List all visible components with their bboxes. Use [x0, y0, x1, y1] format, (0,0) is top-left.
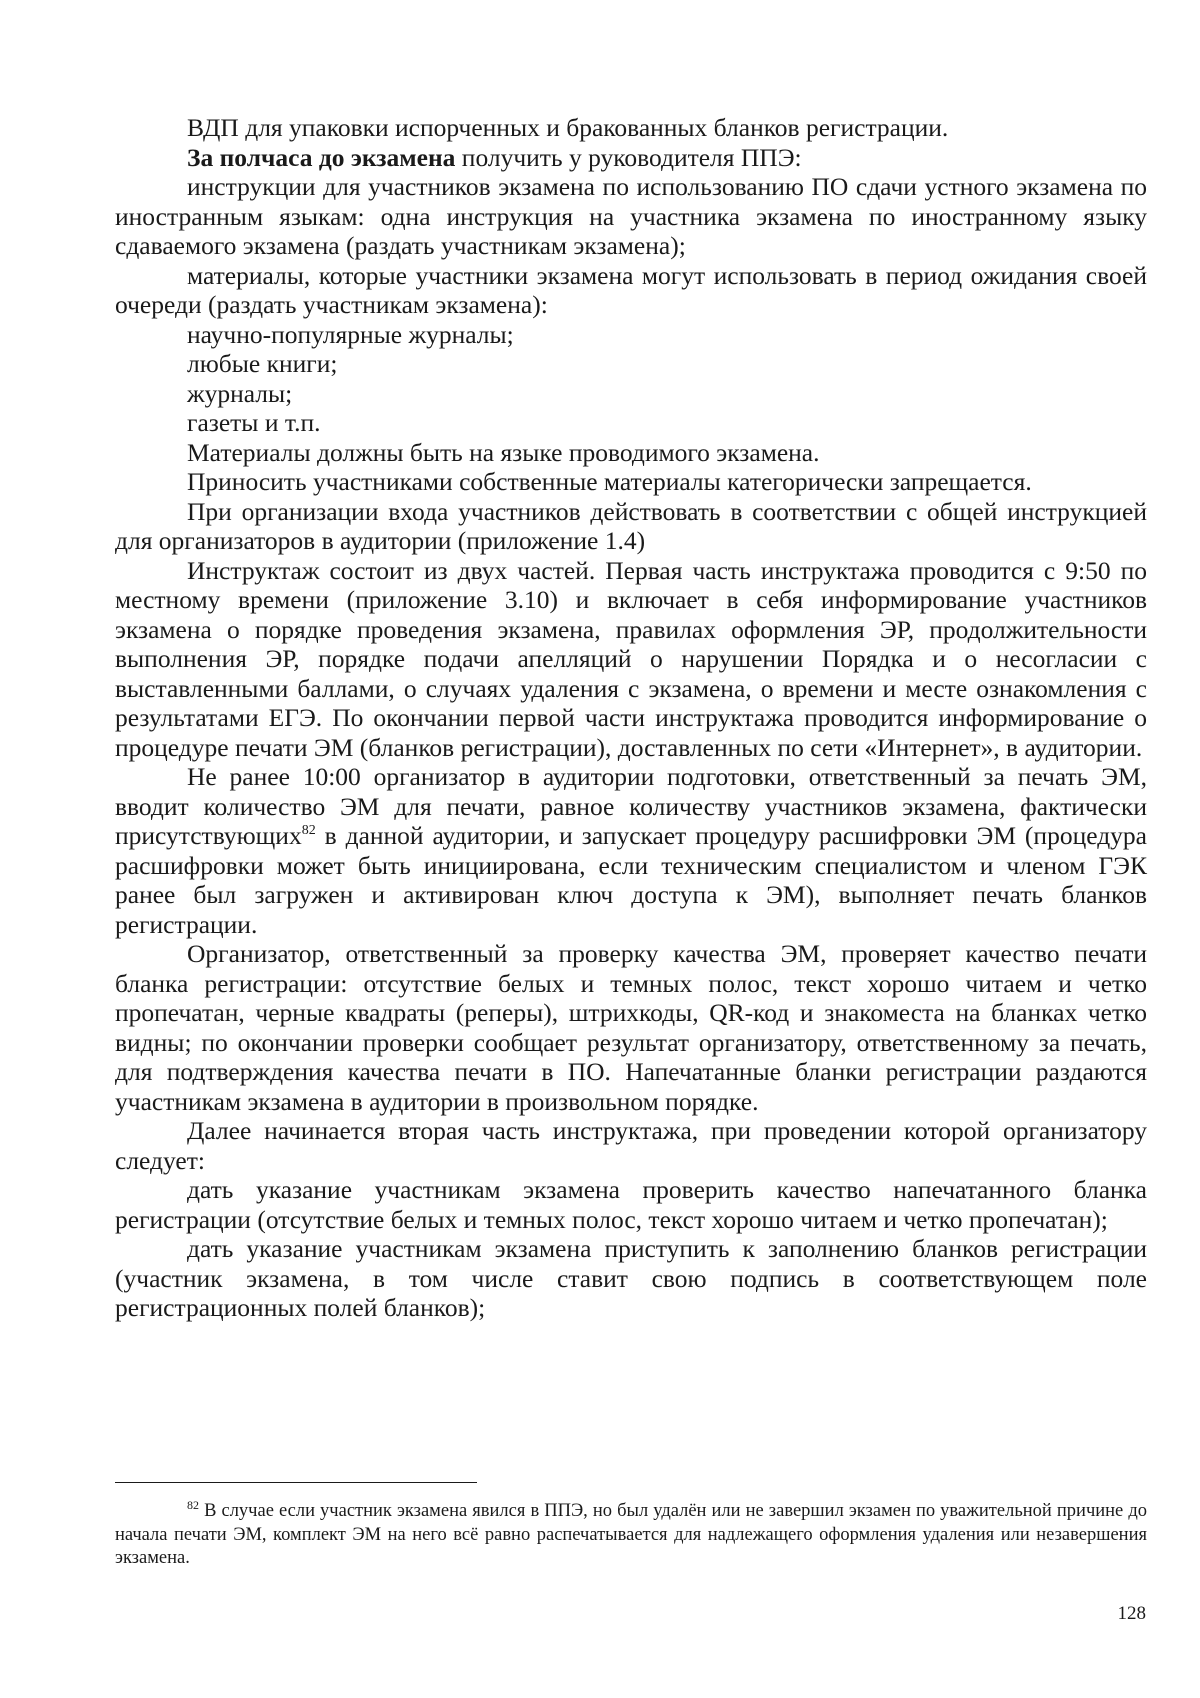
- paragraph-check-form: дать указание участникам экзамена проверить качество напечатанного бланка регистрации (отсутствие белых и темных полос, текст хорошо читаем и четко пропечатан);: [115, 1175, 1147, 1234]
- paragraph-text: получить у руководителя ППЭ:: [455, 142, 802, 172]
- footnote-reference: 82: [301, 823, 316, 838]
- paragraph-instructions: инструкции для участников экзамена по использованию ПО сдачи устного экзамена по иностранным языкам: одна инструкция на участника экзамена по иностранному языку сдаваемого экзамена (раздать участникам экзамена);: [115, 172, 1147, 260]
- paragraph-text: Не ранее 10:00 организатор в аудитории подготовки, ответственный за печать ЭМ, вводит количество ЭМ для печати, равное количеству участников экзамена, фактически присутствующих: [115, 762, 1147, 850]
- paragraph-fill-forms: дать указание участникам экзамена приступить к заполнению бланков регистрации (участник экзамена, в том числе ставит свою подпись в соответствующем поле регистрационных полей бланков);: [115, 1234, 1147, 1322]
- bold-lead: За полчаса до экзамена: [187, 142, 456, 172]
- paragraph-prohibited: Приносить участниками собственные материалы категорически запрещается.: [187, 467, 1032, 496]
- page-number: 128: [1117, 1603, 1146, 1624]
- paragraph-vdp: ВДП для упаковки испорченных и бракованных бланков регистрации.: [187, 113, 949, 142]
- list-item: любые книги;: [187, 349, 338, 378]
- paragraph-half-hour: [115, 143, 1147, 173]
- list-item: научно-популярные журналы;: [187, 319, 514, 349]
- paragraph-text: в данной аудитории, и запускает процедуру расшифровки ЭМ (процедура расшифровки может быть инициирована, если техническим специалистом и членом ГЭК ранее был загружен и активирован ключ доступа к ЭМ), выполняет печать бланков регистрации.: [115, 821, 1147, 939]
- main-text: [115, 113, 1147, 1323]
- paragraph-printing: [115, 762, 1147, 939]
- paragraph-second-part: Далее начинается вторая часть инструктажа, при проведении которой организатору следует:: [115, 1116, 1147, 1175]
- paragraph-language: Материалы должны быть на языке проводимого экзамена.: [187, 437, 820, 467]
- footnote-text: В случае если участник экзамена явился в ППЭ, но был удалён или не завершил экзамен по уважительной причине до начала печати ЭМ, комплект ЭМ на него всё равно распечатывается для надлежащего оформления удаления или незавершения экзамена.: [115, 1501, 1147, 1568]
- list-item: журналы;: [187, 378, 293, 408]
- paragraph-briefing: Инструктаж состоит из двух частей. Первая часть инструктажа проводится с 9:50 по местному времени (приложение 3.10) и включает в себя информирование участников экзамена о порядке проведения экзамена, правилах оформления ЭР, продолжительности выполнения ЭР, порядке подачи апелляций о нарушении Порядка и о несогласии с выставленными баллами, о случаях удаления с экзамена, о времени и месте ознакомления с результатами ЕГЭ. По окончании первой части инструктажа проводится информирование о процедуре печати ЭМ (бланков регистрации), доставленных по сети «Интернет», в аудитории.: [115, 555, 1147, 762]
- paragraph-quality-check: Организатор, ответственный за проверку качества ЭМ, проверяет качество печати бланка регистрации: отсутствие белых и темных полос, текст хорошо читаем и четко пропечатан, черные квадраты (реперы), штрихкоды, QR-код и знакоместа на бланках четко видны; по окончании проверки сообщает результат организатору, ответственному за печать, для подтверждения качества печати в ПО. Напечатанные бланки регистрации раздаются участникам экзамена в аудитории в произвольном порядке.: [115, 939, 1147, 1116]
- paragraph-materials: материалы, которые участники экзамена могут использовать в период ожидания своей очереди (раздать участникам экзамена):: [115, 260, 1147, 319]
- paragraph-entrance: При организации входа участников действовать в соответствии с общей инструкцией для организаторов в аудитории (приложение 1.4): [115, 496, 1147, 555]
- footnote: [115, 1500, 1147, 1571]
- footnote-number: 82: [187, 1498, 199, 1512]
- footnote-divider: [115, 1482, 477, 1483]
- list-item: газеты и т.п.: [187, 408, 321, 437]
